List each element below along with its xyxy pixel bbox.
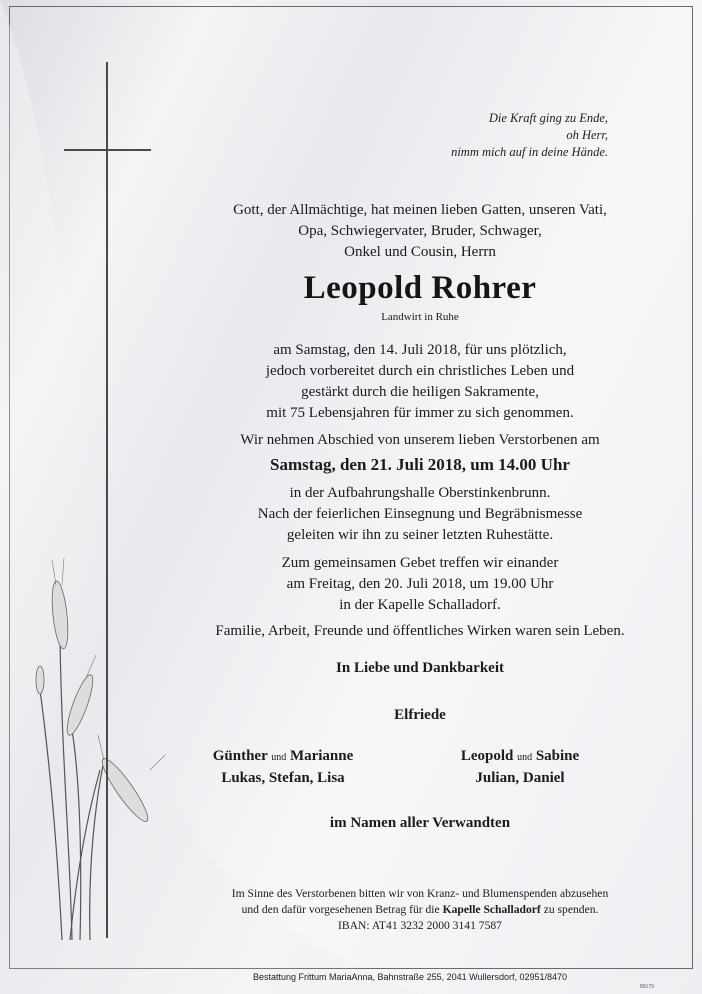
cross-horizontal (64, 149, 151, 151)
motto (451, 110, 608, 161)
undertaker-footer: Bestattung Frittum MariaAnna, Bahnstraße 255, 2041 Wullersdorf, 02951/8470 (252, 972, 567, 982)
relatives-text: im Namen aller Verwandten (329, 815, 511, 831)
death-paragraph (160, 340, 680, 424)
family-right (420, 746, 620, 788)
death-line: gestärkt durch die heiligen Sakramente, (301, 384, 539, 400)
funeral-date: Samstag, den 21. Juli 2018, um 14.00 Uhr (270, 455, 570, 474)
motto-line: oh Herr, (566, 128, 608, 142)
family-right-children: Julian, Daniel (475, 770, 565, 786)
funeral-place (160, 483, 680, 546)
widow-name: Elfriede (394, 707, 446, 723)
cross-vertical (106, 62, 108, 938)
place-line: Nach der feierlichen Einsegnung und Begräbnismesse (257, 506, 583, 522)
death-line: jedoch vorbereitet durch ein christliches Leben und (265, 363, 575, 379)
place-line: in der Aufbahrungshalle Oberstinkenbrunn. (289, 485, 551, 501)
note-line (165, 902, 675, 918)
deceased-title: Landwirt in Ruhe (381, 311, 459, 323)
iban: IBAN: AT41 3232 2000 3141 7587 (338, 919, 502, 932)
und-text: und (517, 752, 533, 763)
intro-line: Gott, der Allmächtige, hat meinen lieben Gatten, unseren Vati, (233, 202, 607, 218)
motto-line: Die Kraft ging zu Ende, (488, 111, 608, 125)
farewell-text: Wir nehmen Abschied von unserem lieben Verstorbenen am (240, 432, 600, 448)
prayer-line: in der Kapelle Schalladorf. (339, 597, 501, 613)
und-text: und (271, 752, 287, 763)
place-line: geleiten wir ihn zu seiner letzten Ruhestätte. (286, 527, 554, 543)
note-line: Im Sinne des Verstorbenen bitten wir von Kranz- und Blumenspenden abzusehen (231, 887, 609, 900)
life-text: Familie, Arbeit, Freunde und öffentliches Wirken waren sein Leben. (215, 623, 625, 639)
note-chapel: Kapelle Schalladorf (442, 903, 541, 916)
prayer-text (160, 553, 680, 616)
family-left (188, 746, 378, 788)
prayer-line: am Freitag, den 20. Juli 2018, um 19.00 Uhr (286, 576, 554, 592)
death-line: am Samstag, den 14. Juli 2018, für uns plötzlich, (273, 342, 567, 358)
intro-text (160, 200, 680, 263)
family-name: Sabine (535, 748, 580, 764)
motto-line: nimm mich auf in deine Hände. (451, 145, 608, 159)
intro-line: Onkel und Cousin, Herrn (344, 244, 496, 260)
love-text: In Liebe und Dankbarkeit (336, 660, 504, 676)
intro-line: Opa, Schwiegervater, Bruder, Schwager, (298, 223, 542, 239)
deceased-name: Leopold Rohrer (303, 270, 537, 306)
prayer-line: Zum gemeinsamen Gebet treffen wir einander (281, 555, 559, 571)
donation-note (165, 886, 675, 934)
note-text: zu spenden. (540, 903, 599, 916)
family-name: Günther (212, 748, 268, 764)
print-code: 89179 (640, 984, 654, 990)
family-right-parents (420, 746, 620, 768)
family-left-parents (188, 746, 378, 768)
family-name: Marianne (289, 748, 354, 764)
death-line: mit 75 Lebensjahren für immer zu sich genommen. (266, 405, 574, 421)
family-left-children: Lukas, Stefan, Lisa (221, 770, 345, 786)
family-name: Leopold (460, 748, 514, 764)
note-text: und den dafür vorgesehenen Betrag für die (241, 903, 443, 916)
